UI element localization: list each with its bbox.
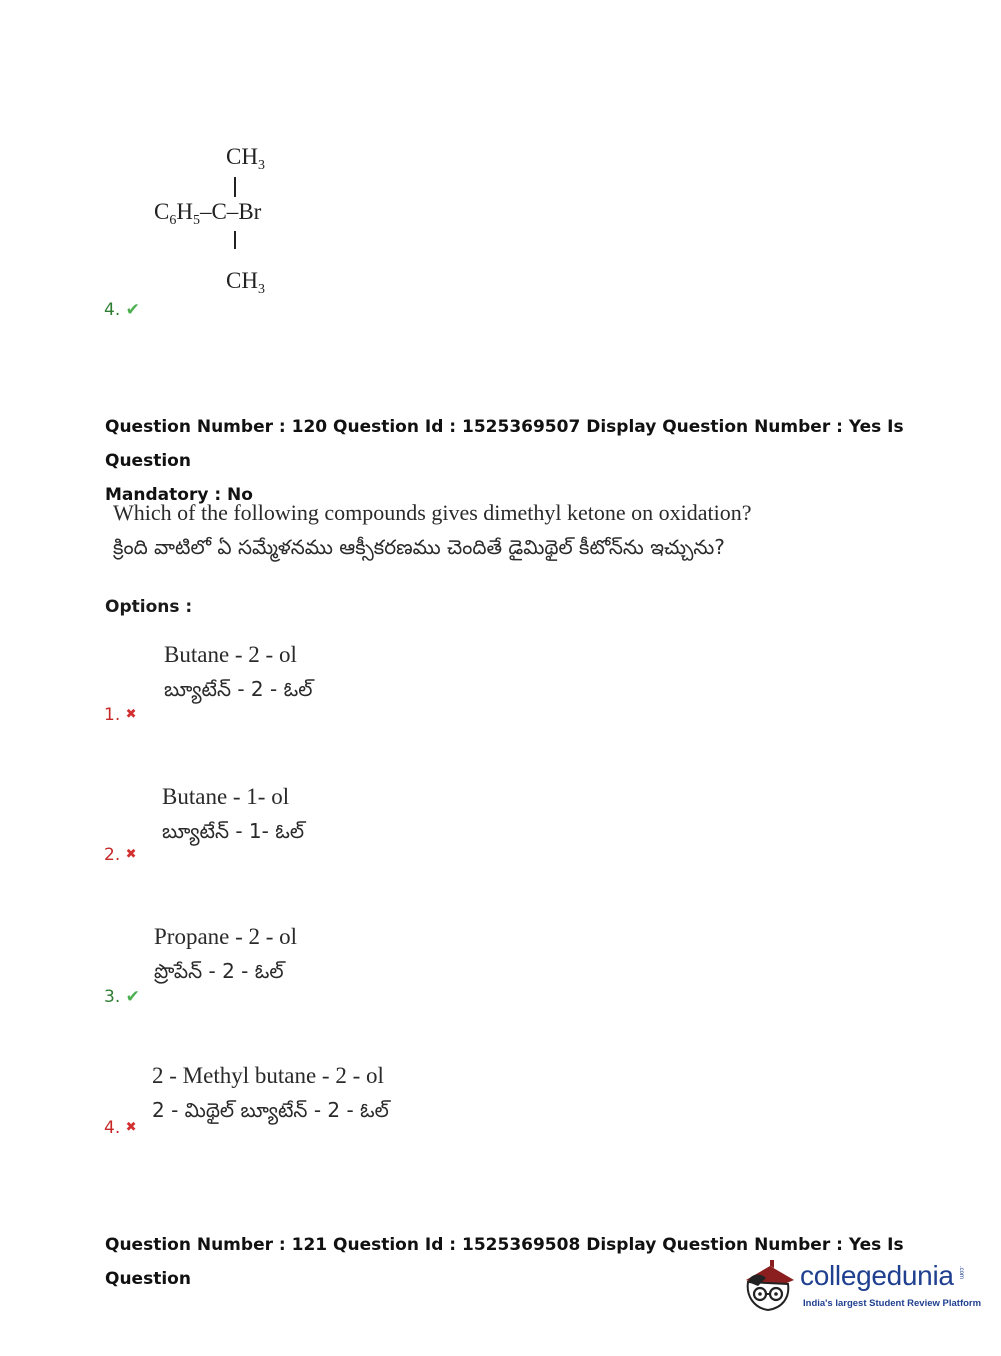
logo-wordmark: collegedunia <box>800 1260 954 1291</box>
correct-check-icon: ✔ <box>125 987 140 1007</box>
chem-bottom-group: $CH_3$ <box>226 268 265 297</box>
option-2-telugu: బ్యూటేన్ - 1- ఓల్ <box>162 819 305 843</box>
option-3-telugu: ప్రొపేన్ - 2 - ఓల్ <box>154 959 284 983</box>
question-meta-line1: Question Number : 120 Question Id : 1525369507 Display Question Number : Yes Is Question <box>105 417 904 471</box>
prev-option-number: 4. ✔ <box>104 300 140 320</box>
option-4-number: 4. ✖ <box>104 1118 137 1138</box>
option-2-text <box>162 780 304 848</box>
option-4-telugu: 2 - మిథైల్ బ్యూటేన్ - 2 - ఓల్ <box>152 1098 389 1122</box>
option-2-english: Butane - 1- ol <box>162 784 290 809</box>
option-4-english: 2 - Methyl butane - 2 - ol <box>152 1063 384 1088</box>
wrong-cross-icon: ✖ <box>125 847 137 862</box>
chem-top-group: $CH_3$ <box>226 144 265 173</box>
option-1-number: 1. ✖ <box>104 705 137 725</box>
chem-bond-top <box>234 177 236 197</box>
logo-tagline: India's largest Student Review Platform <box>803 1298 982 1309</box>
logo-com: .com <box>958 1266 964 1280</box>
chem-main-chain: $C_6H_5-C-Br$ <box>154 199 262 228</box>
option-3-number: 3. ✔ <box>104 987 140 1007</box>
options-label: Options : <box>105 597 193 617</box>
next-question-meta: Question Number : 121 Question Id : 1525369508 Display Question Number : Yes Is Question <box>105 1235 904 1289</box>
collegedunia-logo <box>740 1256 982 1318</box>
question-meta-line2: Mandatory : No <box>105 485 253 505</box>
option-1-english: Butane - 2 - ol <box>164 642 297 667</box>
question-text <box>113 496 913 564</box>
mascot-icon <box>740 1256 798 1316</box>
option-1-text <box>164 638 312 706</box>
option-3-text <box>154 920 297 988</box>
option-1-telugu: బ్యూటేన్ - 2 - ఓల్ <box>164 677 313 701</box>
question-text-telugu: క్రింది వాటిలో ఏ సమ్మేళనము ఆక్సీకరణము చెందితే డైమిథైల్ కీటోన్‌ను ఇచ్చును? <box>113 535 725 559</box>
wrong-cross-icon: ✖ <box>125 707 137 722</box>
option-4-text <box>152 1059 389 1127</box>
option-3-english: Propane - 2 - ol <box>154 924 298 949</box>
correct-check-icon: ✔ <box>125 300 140 320</box>
chem-structure <box>150 145 310 305</box>
wrong-cross-icon: ✖ <box>125 1120 137 1135</box>
question-text-english: Which of the following compounds gives dimethyl ketone on oxidation? <box>113 500 752 525</box>
option-2-number: 2. ✖ <box>104 845 137 865</box>
chem-bond-bottom <box>234 231 236 249</box>
